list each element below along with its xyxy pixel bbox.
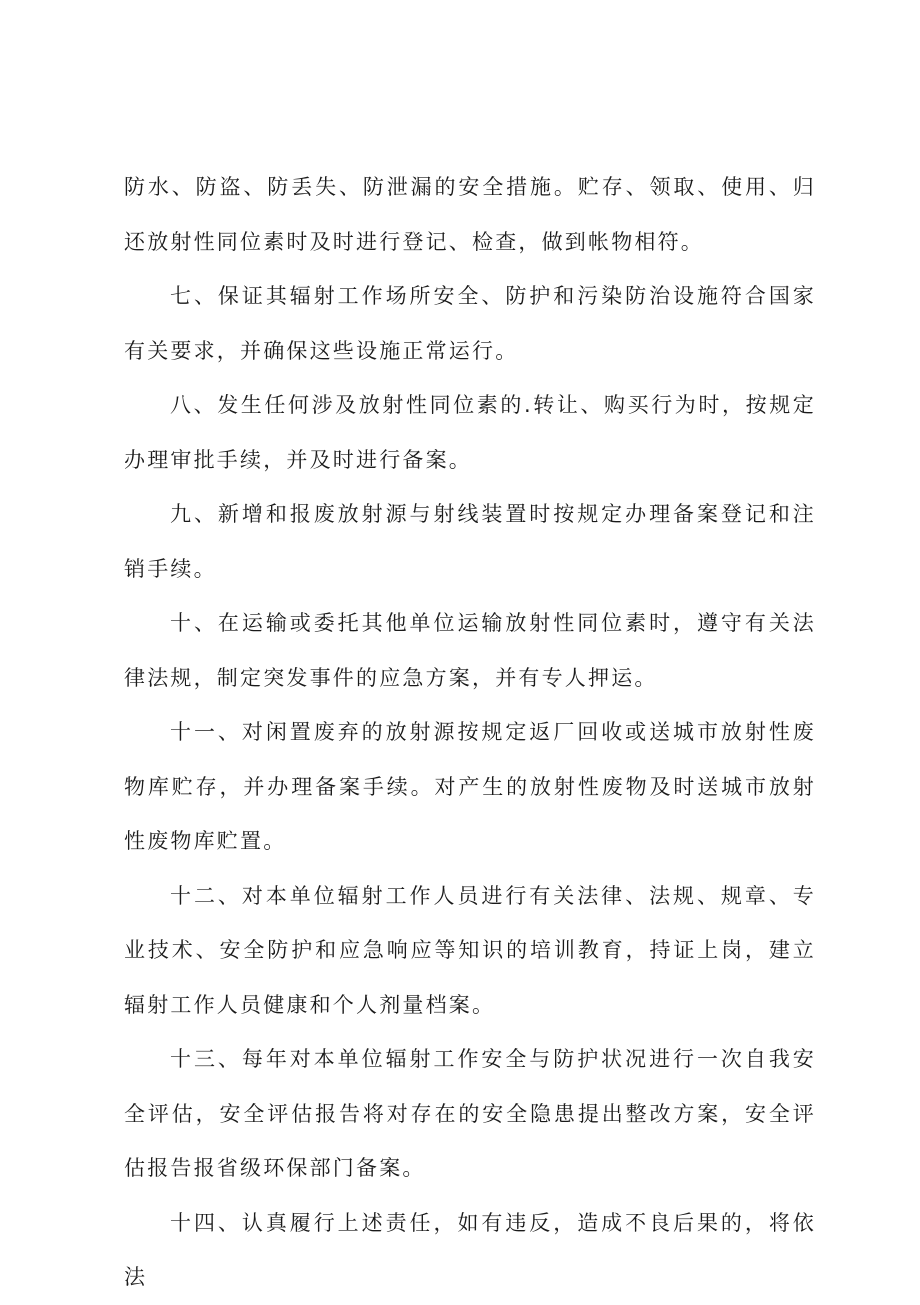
paragraph-item-12: 十二、对本单位辐射工作人员进行有关法律、法规、规章、专业技术、安全防护和应急响应等知识的培训教育，持证上岗，建立辐射工作人员健康和个人剂量档案。 — [124, 883, 816, 1017]
paragraph-item-9: 九、新增和报废放射源与射线装置时按规定办理备案登记和注销手续。 — [124, 502, 816, 581]
paragraph-item-8: 八、发生任何涉及放射性同位素的.转让、购买行为时，按规定办理审批手续，并及时进行备案。 — [124, 393, 816, 472]
paragraph-storage-measures: 防水、防盗、防丢失、防泄漏的安全措施。贮存、领取、使用、归还放射性同位素时及时进行登记、检查，做到帐物相符。 — [124, 175, 816, 254]
paragraph-item-11: 十一、对闲置废弃的放射源按规定返厂回收或送城市放射性废物库贮存，并办理备案手续。对产生的放射性废物及时送城市放射性废物库贮置。 — [124, 720, 816, 853]
paragraph-item-10: 十、在运输或委托其他单位运输放射性同位素时，遵守有关法律法规，制定突发事件的应急方案，并有专人押运。 — [124, 611, 816, 690]
paragraph-item-13: 十三、每年对本单位辐射工作安全与防护状况进行一次自我安全评估，安全评估报告将对存在的安全隐患提出整改方案，安全评估报告报省级环保部门备案。 — [124, 1047, 816, 1180]
paragraph-item-7: 七、保证其辐射工作场所安全、防护和污染防治设施符合国家有关要求，并确保这些设施正常运行。 — [124, 284, 816, 363]
document-body — [124, 160, 816, 1305]
paragraph-item-14: 十四、认真履行上述责任，如有违反，造成不良后果的，将依法 — [124, 1210, 816, 1289]
